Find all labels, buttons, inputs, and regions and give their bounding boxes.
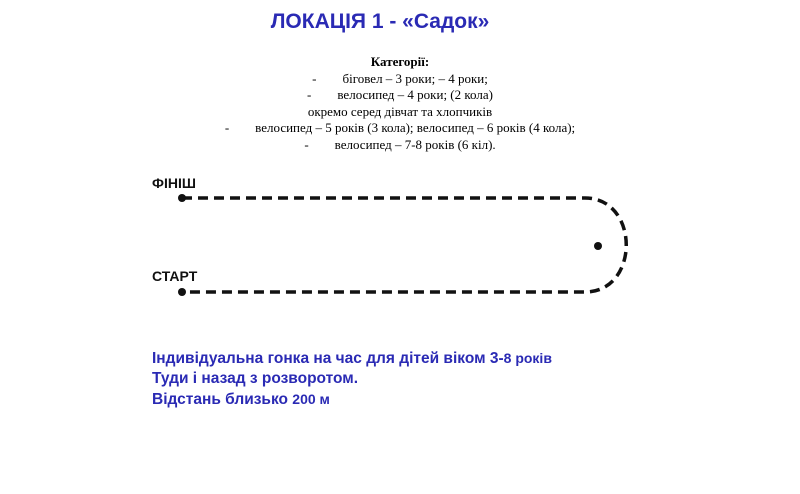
description-text: Індивідуальна гонка на час для дітей віком 3- <box>152 350 504 367</box>
age-range: 8 років <box>503 350 552 366</box>
bullet-dash: - <box>307 87 312 102</box>
category-text: велосипед – 5 років (3 кола); велосипед – 6 років (4 кола); <box>255 120 576 135</box>
categories-heading: Категорії: <box>370 54 430 69</box>
start-label: СТАРТ <box>152 268 198 284</box>
description-line <box>152 348 552 369</box>
track-path <box>182 198 626 292</box>
description-line <box>152 389 552 410</box>
page-title: ЛОКАЦІЯ 1 - «Садок» <box>270 10 490 33</box>
description-block <box>152 348 552 410</box>
bullet-dash: - <box>304 136 309 152</box>
start-point <box>178 288 186 296</box>
category-text: велосипед – 4 роки; (2 кола) <box>337 87 493 102</box>
distance-value: 200 м <box>292 391 330 407</box>
bullet-dash: - <box>224 120 230 135</box>
description-text: Відстань близько <box>152 391 293 408</box>
finish-point <box>178 194 186 202</box>
description-line: Туди і назад з розворотом. <box>152 370 359 387</box>
turnaround-point <box>594 242 602 250</box>
category-text: велосипед – 7-8 років (6 кіл). <box>334 136 496 152</box>
bullet-dash: - <box>312 70 317 86</box>
category-text: біговел – 3 роки; – 4 роки; <box>342 70 488 86</box>
category-text: окремо серед дівчат та хлопчиків <box>307 103 493 119</box>
finish-label: ФІНІШ <box>152 175 196 191</box>
